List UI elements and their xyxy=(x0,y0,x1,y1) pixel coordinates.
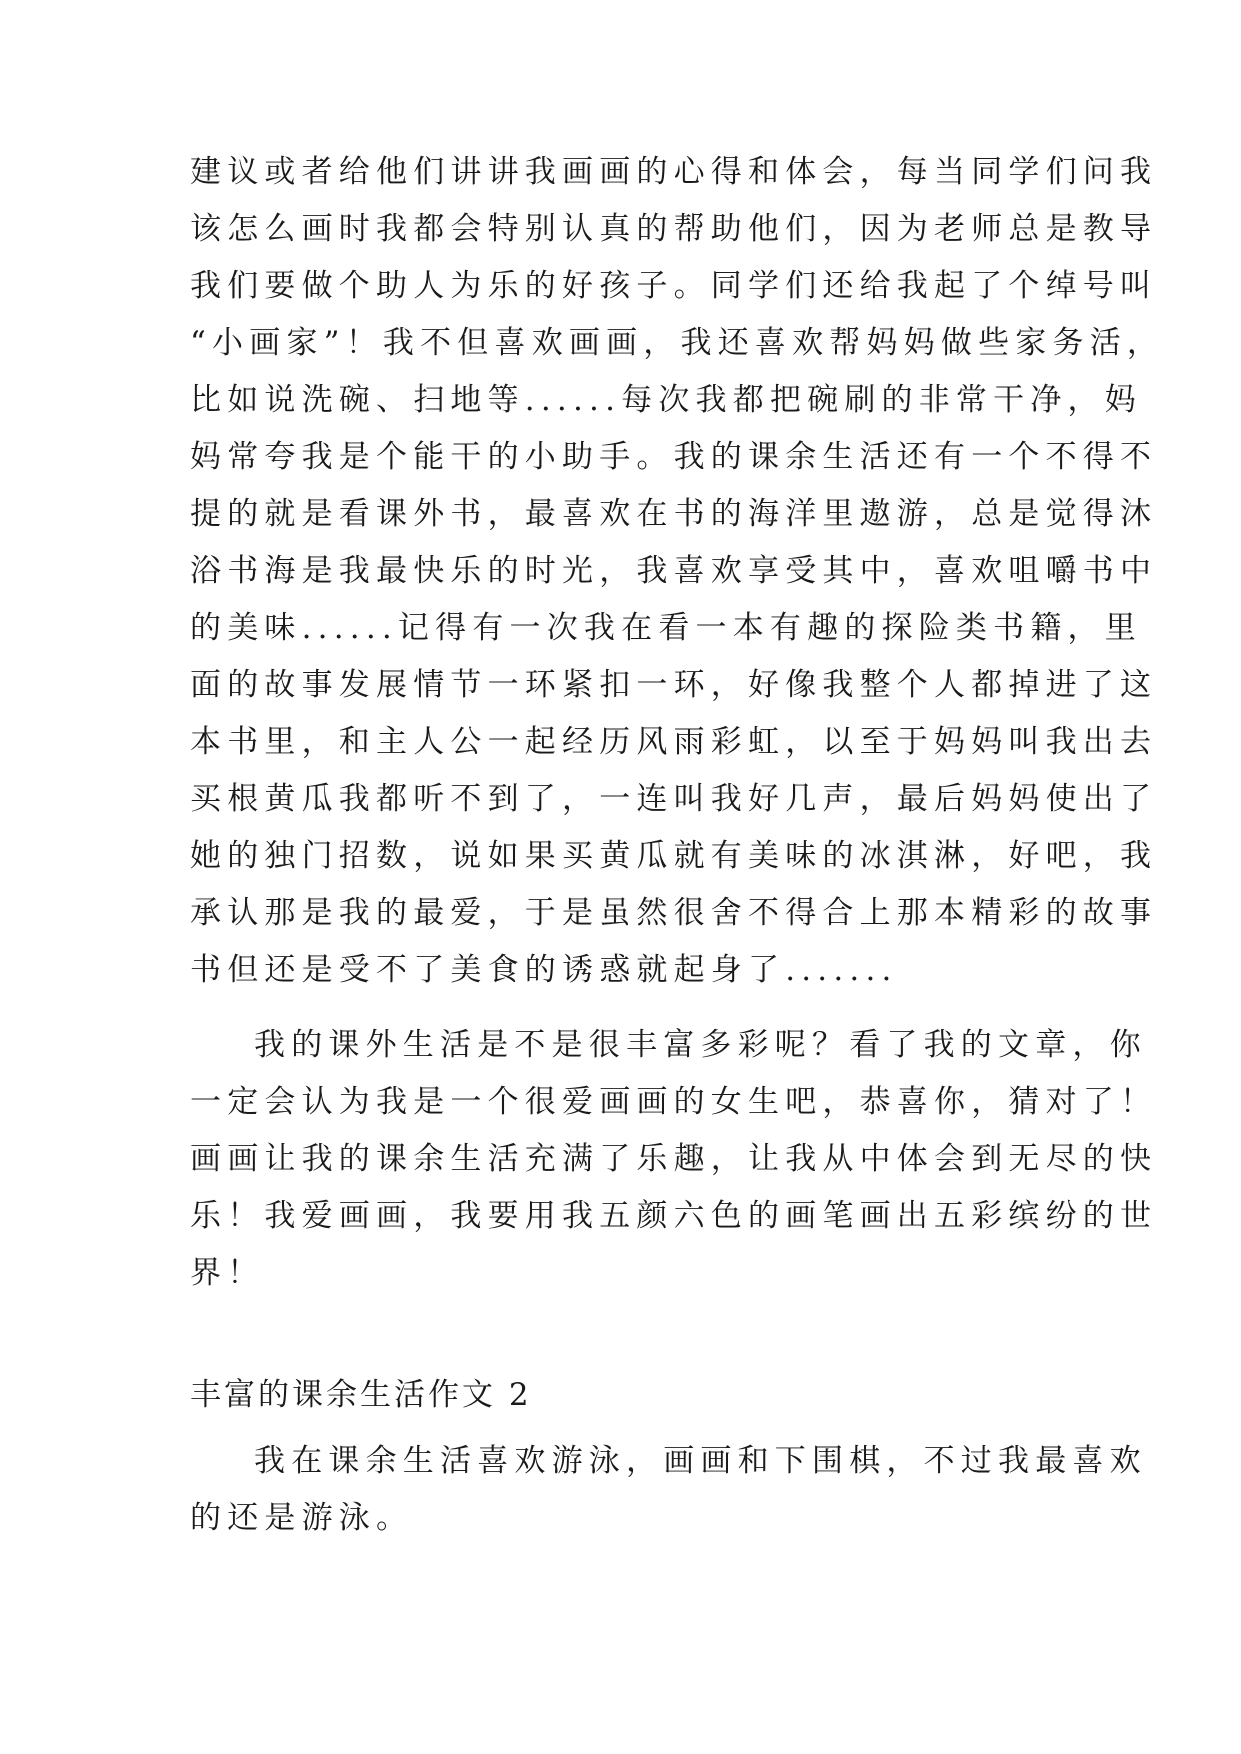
text-line: 提的就是看课外书，最喜欢在书的海洋里遨游，总是觉得沐 xyxy=(190,496,1158,532)
text-line: 乐！我爱画画，我要用我五颜六色的画笔画出五彩缤纷的世 xyxy=(190,1198,1158,1234)
text-line: 她的独门招数，说如果买黄瓜就有美味的冰淇淋，好吧，我 xyxy=(190,838,1158,874)
text-line: 承认那是我的最爱，于是虽然很舍不得合上那本精彩的故事 xyxy=(190,895,1158,931)
text-line: “小画家”！我不但喜欢画画，我还喜欢帮妈妈做些家务活， xyxy=(190,325,1165,361)
text-line: 的还是游泳。 xyxy=(190,1500,414,1536)
section-heading: 丰富的课余生活作文 2 xyxy=(190,1377,532,1413)
text-line: 浴书海是我最快乐的时光，我喜欢享受其中，喜欢咀嚼书中 xyxy=(190,553,1158,589)
text-line: 买根黄瓜我都听不到了，一连叫我好几声，最后妈妈使出了 xyxy=(190,781,1158,817)
text-line: 我们要做个助人为乐的好孩子。同学们还给我起了个绰号叫 xyxy=(190,268,1158,304)
text-line: 画画让我的课余生活充满了乐趣，让我从中体会到无尽的快 xyxy=(190,1141,1158,1177)
text-line: 的美味......记得有一次我在看一本有趣的探险类书籍，里 xyxy=(190,610,1142,646)
text-line: 一定会认为我是一个很爱画画的女生吧，恭喜你，猜对了！ xyxy=(190,1084,1158,1120)
text-line: 比如说洗碗、扫地等......每次我都把碗刷的非常干净，妈 xyxy=(190,382,1142,418)
text-line: 本书里，和主人公一起经历风雨彩虹，以至于妈妈叫我出去 xyxy=(190,724,1158,760)
text-line: 该怎么画时我都会特别认真的帮助他们，因为老师总是教导 xyxy=(190,211,1158,247)
text-line: 我在课余生活喜欢游泳，画画和下围棋，不过我最喜欢 xyxy=(254,1443,1147,1479)
text-line: 界！ xyxy=(190,1255,265,1291)
text-line: 建议或者给他们讲讲我画画的心得和体会，每当同学们问我 xyxy=(190,154,1158,190)
text-line: 妈常夸我是个能干的小助手。我的课余生活还有一个不得不 xyxy=(190,439,1158,475)
text-line: 面的故事发展情节一环紧扣一环，好像我整个人都掉进了这 xyxy=(190,667,1158,703)
text-line: 我的课外生活是不是很丰富多彩呢？看了我的文章，你 xyxy=(254,1027,1147,1063)
text-line: 书但还是受不了美食的诱惑就起身了....... xyxy=(190,952,898,988)
